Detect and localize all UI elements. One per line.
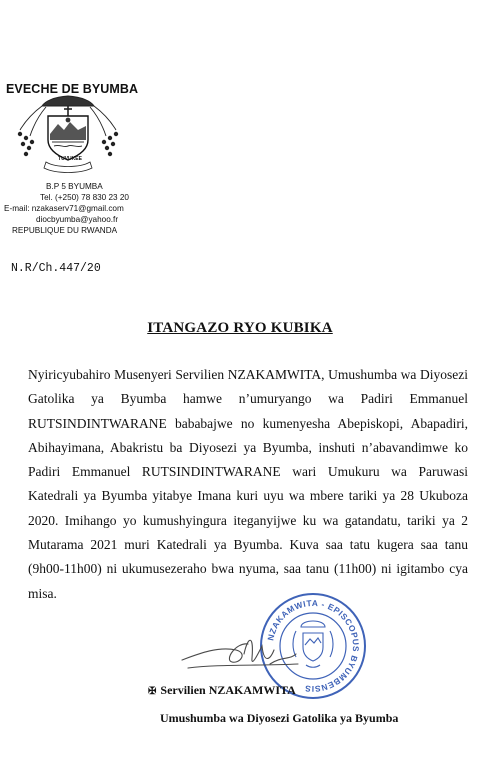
address-email: E-mail: nzakaserv71@gmail.com bbox=[4, 204, 124, 213]
address-email-alt: diocbyumba@yahoo.fr bbox=[36, 215, 119, 224]
signer-name bbox=[148, 683, 296, 698]
address-po-box: B.P 5 BYUMBA bbox=[46, 182, 103, 191]
stamp-text: NZAKAMWITA - EPISCOPUS BYUMBENSIS bbox=[265, 597, 362, 695]
coat-of-arms-motto: TUVUKEE bbox=[58, 156, 82, 162]
document-heading: ITANGAZO RYO KUBIKA bbox=[147, 320, 333, 336]
coat-of-arms-icon bbox=[12, 94, 124, 176]
reference-number: N.R/Ch.447/20 bbox=[11, 262, 101, 275]
address-country: REPUBLIQUE DU RWANDA bbox=[12, 226, 118, 235]
letterhead-title: EVECHE DE BYUMBA bbox=[6, 82, 139, 96]
address-telephone: Tel. (+250) 78 830 23 20 bbox=[40, 193, 129, 202]
signer-name-text: Servilien NZAKAMWITA bbox=[160, 683, 296, 697]
signer-title: Umushumba wa Diyosezi Gatolika ya Byumba bbox=[160, 711, 399, 725]
announcement-body: Nyiricyubahiro Musenyeri Servilien NZAKAMWITA, Umushumba wa Diyosezi Gatolika ya Byumba hamwe n’umuryango wa Padiri Emmanuel RUTSINDINTWARANE bababajwe no kumenyesha Abepiskopi, Abapadiri, Abihayimana, Abakristu ba Diyosezi ya Byumba, inshuti n’abavandimwe ko Padiri Emmanuel RUTSINDINTWARANE wari Umukuru wa Paruwasi Katedrali ya Byumba yitabye Imana kuri uyu wa mbere tariki ya 28 Ukuboza 2020. Imihango yo kumushyingura iteganyijwe ku wa gatandatu, tariki ya 2 Mutarama 2021 muri Katedrali ya Byumba. Kuva saa tatu kugera saa tanu (9h00-11h00) ni ukumusezeraho bwa nyuma, saa tanu (11h00) ni igitambo cya misa. bbox=[28, 367, 468, 601]
letterhead-address bbox=[0, 181, 140, 236]
handwritten-signature-icon bbox=[178, 624, 328, 684]
cross-icon: ✠ bbox=[148, 686, 157, 697]
